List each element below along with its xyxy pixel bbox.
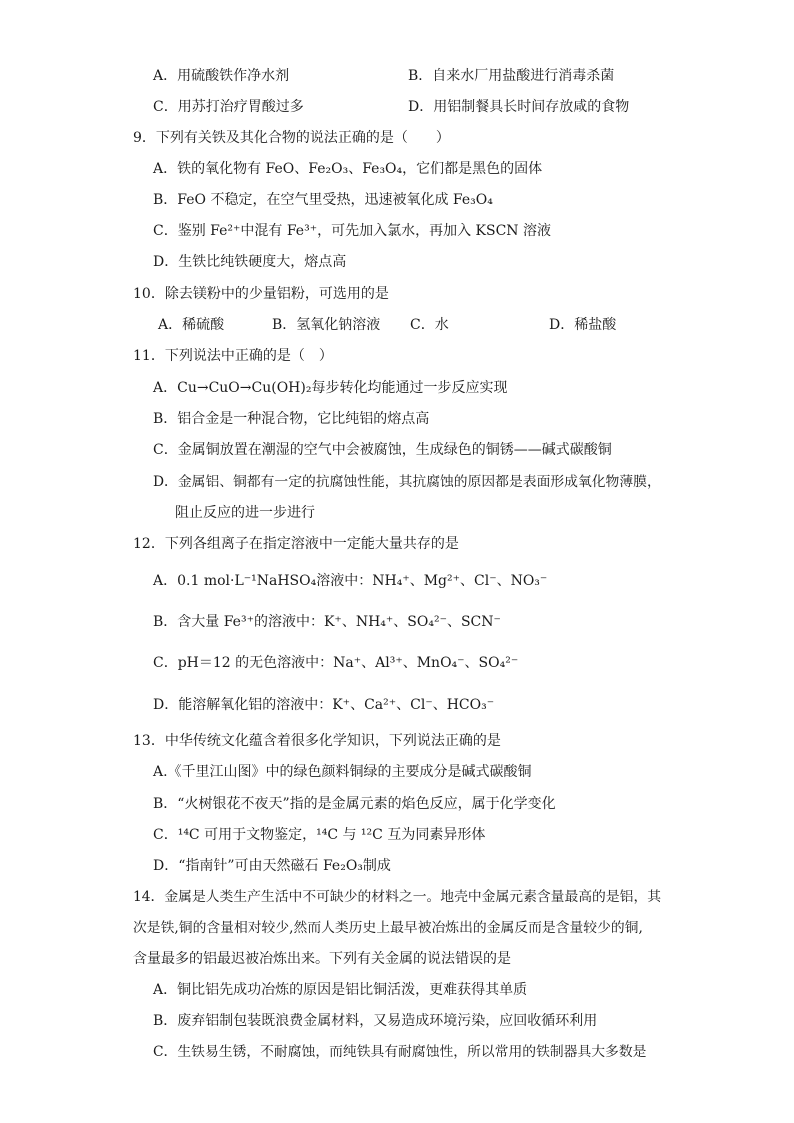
q9-option-a: A．铁的氧化物有 FeO、Fe₂O₃、Fe₃O₄，它们都是黑色的固体 xyxy=(153,161,543,177)
q11-stem: 11．下列说法中正确的是（ ） xyxy=(133,348,333,364)
q13-stem: 13．中华传统文化蕴含着很多化学知识，下列说法正确的是 xyxy=(133,733,501,749)
q11-option-b: B．铝合金是一种混合物，它比纯铝的熔点高 xyxy=(153,411,430,427)
q11-option-c: C．金属铜放置在潮湿的空气中会被腐蚀，生成绿色的铜锈——碱式碳酸铜 xyxy=(153,442,612,458)
q12-option-b: B．含大量 Fe³⁺的溶液中：K⁺、NH₄⁺、SO₄²⁻、SCN⁻ xyxy=(153,614,501,630)
q9-option-b: B．FeO 不稳定，在空气里受热，迅速被氧化成 Fe₃O₄ xyxy=(153,192,493,208)
q8-option-d: D．用铝制餐具长时间存放咸的食物 xyxy=(408,99,630,115)
q12-stem: 12．下列各组离子在指定溶液中一定能大量共存的是 xyxy=(133,536,459,552)
q10-option-c: C．水 xyxy=(410,317,449,333)
q14-stem-line-3: 含量最多的铝最迟被冶炼出来。下列有关金属的说法错误的是 xyxy=(133,951,511,967)
q12-option-a: A．0.1 mol·L⁻¹NaHSO₄溶液中：NH₄⁺、Mg²⁺、Cl⁻、NO₃⁻ xyxy=(153,573,548,589)
q13-option-a: A.《千里江山图》中的绿色颜料铜绿的主要成分是碱式碳酸铜 xyxy=(153,764,532,780)
q14-stem-line-2: 次是铁,铜的含量相对较少,然而人类历史上最早被冶炼出的金属反而是含量较少的铜, xyxy=(133,920,643,936)
q13-option-d: D．“指南针”可由天然磁石 Fe₂O₃制成 xyxy=(153,858,391,874)
q12-option-c: C．pH＝12 的无色溶液中：Na⁺、Al³⁺、MnO₄⁻、SO₄²⁻ xyxy=(153,655,519,671)
q8-option-a: A．用硫酸铁作净水剂 xyxy=(153,68,290,84)
q14-option-c: C．生铁易生锈，不耐腐蚀，而纯铁具有耐腐蚀性，所以常用的铁制器具大多数是 xyxy=(153,1044,647,1060)
q11-option-d-continued: 阻止反应的进一步进行 xyxy=(175,505,315,521)
q11-option-a: A．Cu→CuO→Cu(OH)₂每步转化均能通过一步反应实现 xyxy=(153,380,508,396)
q8-option-b: B．自来水厂用盐酸进行消毒杀菌 xyxy=(408,68,615,84)
q14-stem-line-1: 14．金属是人类生产生活中不可缺少的材料之一。地壳中金属元素含量最高的是铝，其 xyxy=(133,889,662,905)
q10-option-d: D．稀盐酸 xyxy=(549,317,617,333)
q13-option-b: B．“火树银花不夜天”指的是金属元素的焰色反应，属于化学变化 xyxy=(153,796,556,812)
q11-option-d: D．金属铝、铜都有一定的抗腐蚀性能，其抗腐蚀的原因都是表面形成氧化物薄膜， xyxy=(153,474,661,490)
q8-option-c: C．用苏打治疗胃酸过多 xyxy=(153,99,304,115)
q10-stem: 10．除去镁粉中的少量铝粉，可选用的是 xyxy=(133,286,389,302)
q9-stem: 9．下列有关铁及其化合物的说法正确的是（ ） xyxy=(133,130,450,146)
q14-option-b: B．废弃铝制包装既浪费金属材料，又易造成环境污染，应回收循环利用 xyxy=(153,1013,598,1029)
q10-option-a: A．稀硫酸 xyxy=(158,317,225,333)
q12-option-d: D．能溶解氧化铝的溶液中：K⁺、Ca²⁺、Cl⁻、HCO₃⁻ xyxy=(153,697,495,713)
q13-option-c: C．¹⁴C 可用于文物鉴定，¹⁴C 与 ¹²C 互为同素异形体 xyxy=(153,827,486,843)
q9-option-c: C．鉴别 Fe²⁺中混有 Fe³⁺，可先加入氯水，再加入 KSCN 溶液 xyxy=(153,223,551,239)
q14-option-a: A．铜比铝先成功冶炼的原因是铝比铜活泼，更难获得其单质 xyxy=(153,982,528,998)
q10-option-b: B．氢氧化钠溶液 xyxy=(272,317,381,333)
q9-option-d: D．生铁比纯铁硬度大，熔点高 xyxy=(153,254,347,270)
